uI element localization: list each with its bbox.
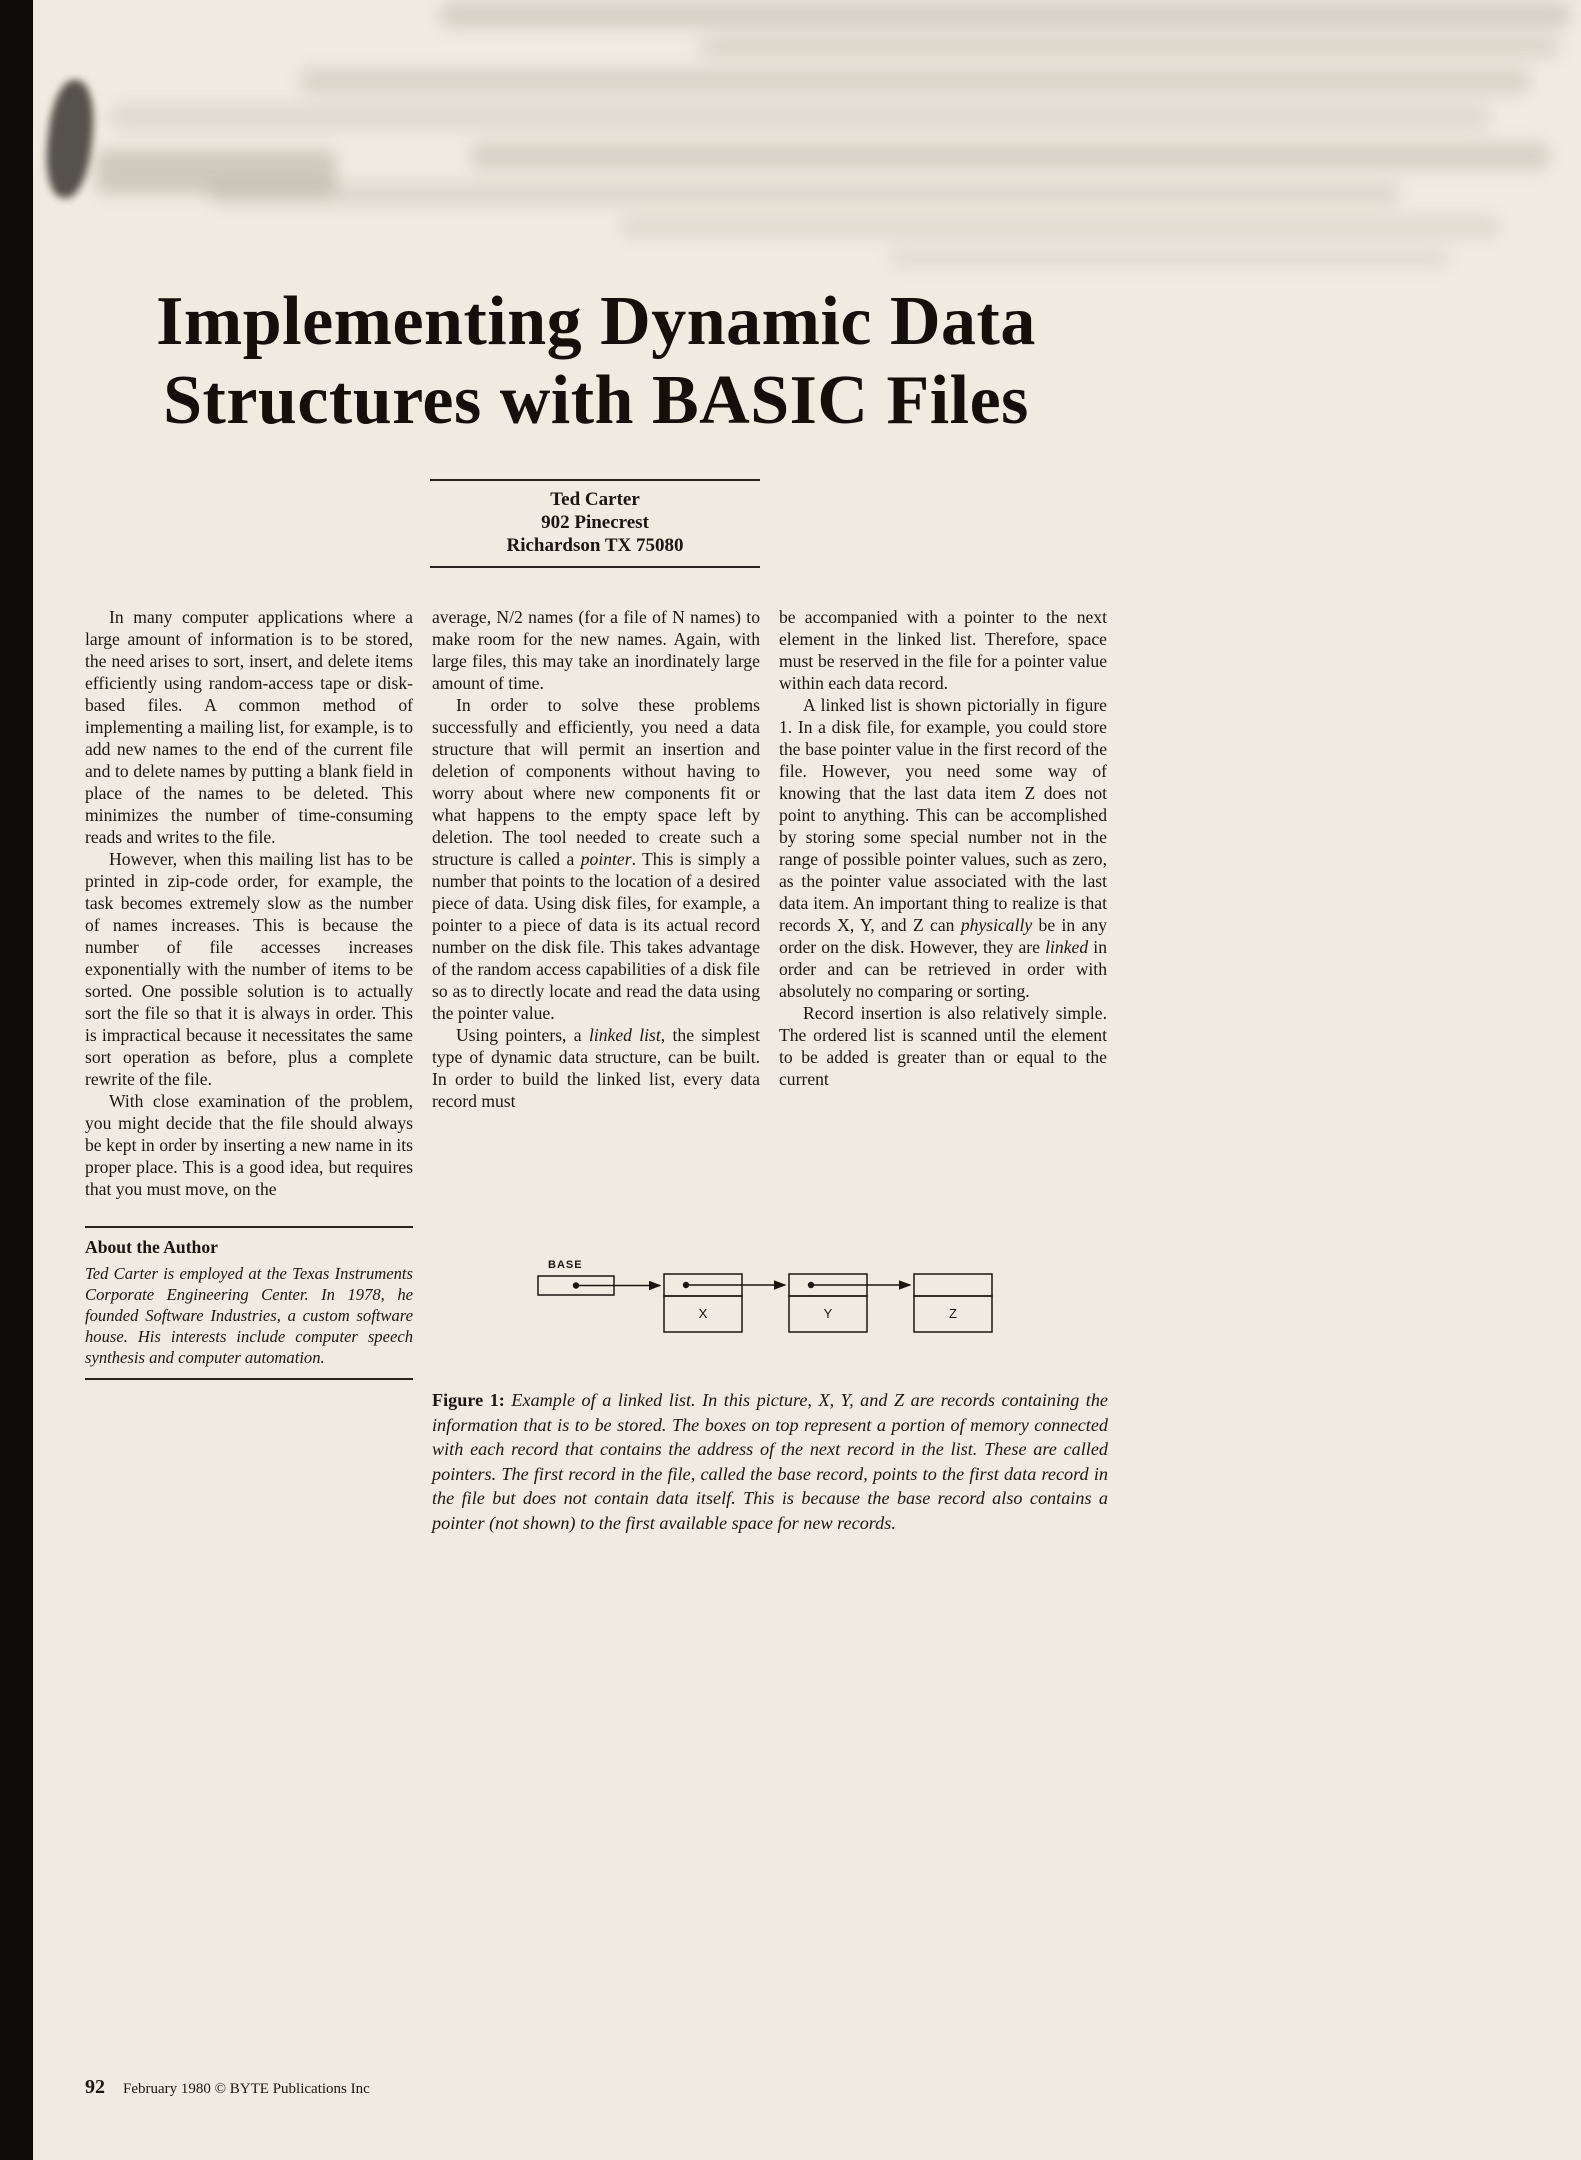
paragraph: With close examination of the problem, you might decide that the file should always be kept in order by inserting a new name in its proper place. This is a good idea, but requires that you must move, on the xyxy=(85,1091,413,1199)
scan-artifact-ghost xyxy=(700,36,1560,58)
scan-artifact-ghost xyxy=(110,104,1490,130)
article-title xyxy=(85,282,1107,440)
about-the-author-section xyxy=(85,1226,413,1380)
page-number: 92 xyxy=(85,2076,105,2098)
paragraph: In order to solve these problems successfully and efficiently, you need a data structure that will permit an insertion and deletion of components without having to worry about where new components fit or what happens to the empty space left by deletion. The tool needed to create such a structure is called a pointer. This is simply a number that points to the location of a desired piece of data. Using disk files, for example, a pointer to a piece of data is its actual record number on the disk file. This takes advantage of the random access capabilities of a disk file so as to directly locate and read the data using the pointer value. xyxy=(432,695,760,1023)
column-2 xyxy=(432,606,760,1112)
author-street: 902 Pinecrest xyxy=(541,512,649,533)
about-body: Ted Carter is employed at the Texas Instruments Corporate Engineering Center. In 1978, he founded Software Industries, a custom software house. His interests include computer speech synthesis and computer automation. xyxy=(85,1264,413,1367)
paragraph: A linked list is shown pictorially in figure 1. In a disk file, for example, you could store the base pointer value in the first record of the file. However, you need some way of knowing that the last data item Z does not point to anything. This can be accomplished by storing some special number not in the range of possible pointer values, such as zero, as the pointer value associated with the last data item. An important thing to realize is that records X, Y, and Z can physically be in any order on the disk. However, they are linked in order and can be retrieved in order with absolutely no comparing or sorting. xyxy=(779,695,1107,1001)
column-1 xyxy=(85,606,413,1380)
scan-artifact-blob xyxy=(42,78,98,200)
scan-artifact-ghost xyxy=(300,68,1530,94)
figure-1 xyxy=(432,1256,1108,1554)
scan-artifact-ghost xyxy=(890,248,1450,268)
scan-artifact-ghost xyxy=(620,216,1500,238)
about-heading: About the Author xyxy=(85,1237,218,1257)
scan-artifact-ghost xyxy=(210,182,1400,206)
linked-list-diagram xyxy=(536,1256,1006,1352)
author-name: Ted Carter xyxy=(550,489,640,510)
paragraph: average, N/2 names (for a file of N names) to make room for the new names. Again, with large files, this may take an inordinately large amount of time. xyxy=(432,607,760,693)
paragraph: In many computer applications where a large amount of information is to be stored, the need arises to sort, insert, and delete items efficiently using random-access tape or disk-based files. A common method of implementing a mailing list, for example, is to add new names to the end of the current file and to delete names by putting a blank field in place of the names to be deleted. This minimizes the number of time-consuming reads and writes to the file. xyxy=(85,607,413,847)
scan-artifact-ghost xyxy=(470,142,1550,170)
record-z-pointer-cell xyxy=(914,1274,992,1296)
article-title-line-1: Implementing Dynamic Data xyxy=(156,283,1036,360)
column-3 xyxy=(779,606,1107,1090)
publication-credit: February 1980 © BYTE Publications Inc xyxy=(123,2081,370,2097)
paragraph: be accompanied with a pointer to the next element in the linked list. Therefore, space must be reserved in the file for a pointer value within each data record. xyxy=(779,607,1107,693)
paragraph: Record insertion is also relatively simple. The ordered list is scanned until the element to be added is greater than or equal to the current xyxy=(779,1003,1107,1089)
page-footer xyxy=(85,2076,370,2099)
record-x-label: X xyxy=(698,1306,708,1321)
author-city: Richardson TX 75080 xyxy=(506,535,684,556)
paragraph: However, when this mailing list has to be printed in zip-code order, for example, the task becomes extremely slow as the number of names increases. This is because the number of file accesses increases exponentially with the number of items to be sorted. One possible solution is to actually sort the file so that it is always in order. This is impractical because it necessitates the same sort operation as before, plus a complete rewrite of the file. xyxy=(85,849,413,1089)
figure-caption: Figure 1: Example of a linked list. In this picture, X, Y, and Z are records containing the information that is to be stored. The boxes on top represent a portion of memory connected with each record that contains the address of the next record in the list. These are called pointers. The first record in the file, called the base record, points to the first data record in the file but does not contain data itself. This is because the base record also contains a pointer (not shown) to the first available space for new records. xyxy=(432,1390,1108,1533)
record-z-label: Z xyxy=(949,1306,957,1321)
scan-artifact-left-bar xyxy=(0,0,33,2160)
scan-artifact-ghost xyxy=(440,2,1570,28)
record-y-label: Y xyxy=(823,1306,833,1321)
base-label: BASE xyxy=(548,1259,583,1271)
author-block xyxy=(430,479,760,568)
article-title-line-2: Structures with BASIC Files xyxy=(163,362,1029,439)
paragraph: Using pointers, a linked list, the simplest type of dynamic data structure, can be built. In order to build the linked list, every data record must xyxy=(432,1025,760,1111)
